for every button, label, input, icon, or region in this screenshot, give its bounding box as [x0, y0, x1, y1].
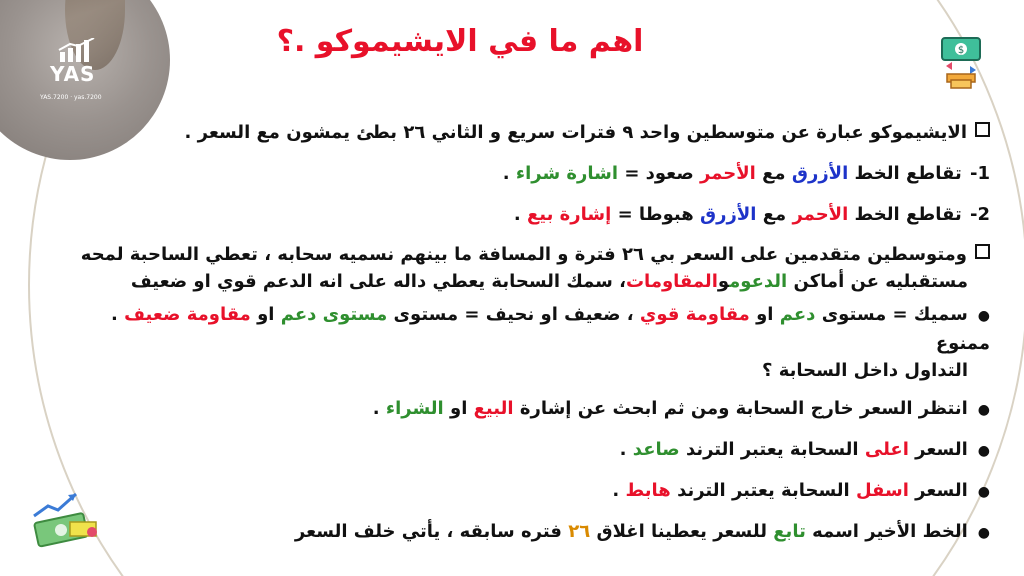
item-number: 1-: [969, 163, 990, 184]
slide-title: اهم ما في الايشيموكو .؟: [276, 24, 644, 59]
text: ، سمك السحابة يعطي داله على انه الدعم قوي او ضعيف: [130, 271, 626, 292]
text: تقاطع الخط: [854, 204, 962, 225]
text: السحابة يعتبر الترند: [685, 439, 859, 460]
resistance-strong-label: مقاومة قوي: [639, 304, 750, 325]
bullet-above-cloud: [60, 435, 990, 466]
signal-item-buy: [60, 159, 990, 188]
slide-content: [60, 118, 990, 558]
uptrend-label: صاعد: [632, 439, 680, 460]
text: السحابة يعتبر الترند: [677, 480, 850, 501]
text: الخط الأخير اسمه: [812, 521, 968, 542]
money-exchange-icon: [932, 34, 990, 92]
lagging-label: تابع: [773, 521, 806, 542]
bar-chart-logo-icon: [58, 38, 98, 62]
svg-text:$: $: [957, 45, 965, 56]
text: .: [372, 398, 380, 419]
support-level-label: مستوى دعم: [280, 304, 388, 325]
bullet-wait: [60, 394, 990, 425]
checkbox-bullet-icon: [975, 122, 990, 137]
item-number: 2-: [969, 204, 990, 225]
definition-text: الايشيموكو عبارة عن متوسطين واحد ٩ فترات سريع و الثاني ٢٦ بطئ يمشون مع السعر .: [184, 122, 967, 143]
text: و: [717, 271, 730, 292]
text: السعر: [915, 480, 968, 501]
cloud-item: [60, 241, 990, 295]
downtrend-label: هابط: [625, 480, 671, 501]
below-label: اسفل: [855, 480, 909, 501]
sell-label: البيع: [473, 398, 514, 419]
logo-brand: YAS: [50, 62, 96, 86]
text: او: [450, 398, 468, 419]
supports-label: الدعوم: [729, 271, 788, 292]
text: هبوطا =: [617, 204, 694, 225]
cloud-text-line1: ومتوسطين متقدمين على السعر بي ٢٦ فترة و المسافة ما بينهم نسميه سحابه ، تعطي الساحبة لمحه: [80, 244, 967, 265]
text: صعود =: [624, 163, 694, 184]
bullet-dot-icon: ●: [977, 525, 990, 541]
text: للسعر يعطينا اغلاق: [596, 521, 767, 542]
bullet-thickness: [60, 301, 990, 384]
text: مستقبليه عن أماكن: [793, 271, 968, 292]
bullet-lagging-line: [60, 517, 990, 548]
text: تقاطع الخط: [854, 163, 962, 184]
bullet-dot-icon: ●: [977, 484, 990, 500]
above-label: اعلى: [864, 439, 909, 460]
definition-item: [60, 118, 990, 147]
text: او: [257, 304, 275, 325]
buy-label: الشراء: [385, 398, 444, 419]
text: مع: [762, 163, 786, 184]
blue-line-label: الأزرق: [791, 163, 849, 184]
text: .: [502, 163, 510, 184]
text: السعر: [915, 439, 968, 460]
text: .: [619, 439, 627, 460]
bullet-dot-icon: ●: [977, 443, 990, 459]
text: مع: [762, 204, 787, 225]
text: .: [513, 204, 521, 225]
text: .: [612, 480, 620, 501]
text: . ممنوع: [110, 304, 990, 354]
text: انتظر السعر خارج السحابة ومن ثم ابحث عن إشارة: [519, 398, 968, 419]
bullet-dot-icon: ●: [977, 402, 990, 418]
blue-line-label: الأزرق: [700, 204, 757, 225]
support-label: دعم: [779, 304, 816, 325]
resistance-weak-label: مقاومة ضعيف: [124, 304, 251, 325]
logo-handles: YAS.7200 · yas.7200: [40, 94, 102, 101]
text: فتره سابقه ، يأتي خلف السعر: [294, 521, 562, 542]
sell-signal-label: إشارة بيع: [526, 204, 612, 225]
text: او: [756, 304, 774, 325]
text: ، ضعيف او نحيف = مستوى: [393, 304, 634, 325]
red-line-label: الأحمر: [700, 163, 756, 184]
red-line-label: الأحمر: [792, 204, 849, 225]
bullet-dot-icon: ●: [977, 308, 990, 324]
text: سميك = مستوى: [821, 304, 968, 325]
bullet-list: [60, 301, 990, 548]
buy-signal-label: اشارة شراء: [515, 163, 619, 184]
period-number: ٢٦: [568, 521, 591, 542]
checkbox-bullet-icon: [975, 244, 990, 259]
resistances-label: المقاومات: [625, 271, 718, 292]
bullet-below-cloud: [60, 476, 990, 507]
signal-item-sell: [60, 200, 990, 229]
bullet-continuation: التداول داخل السحابة ؟: [762, 360, 968, 381]
